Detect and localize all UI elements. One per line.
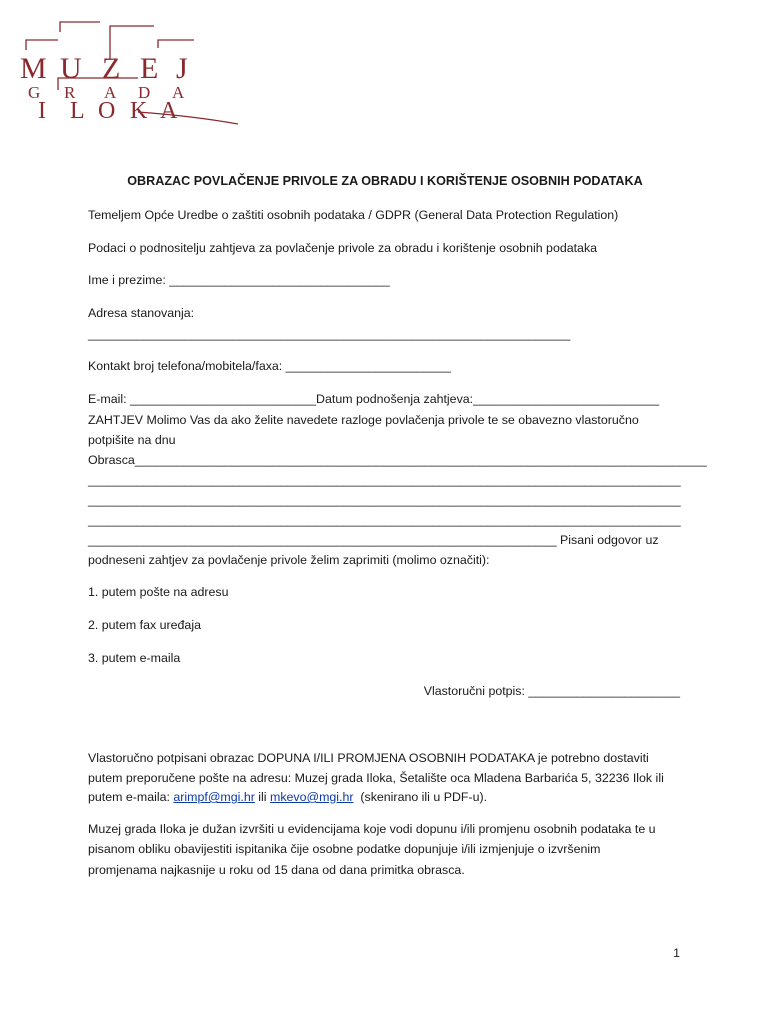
reason-field[interactable]: ____________________________________________________________________ Pisani odgovor uz <box>88 533 659 547</box>
logo-letter: G <box>28 83 41 102</box>
museum-logo <box>18 18 248 133</box>
logo-letter: K <box>130 98 148 124</box>
address-field[interactable]: ______________________________________________________________________ <box>88 327 571 341</box>
logo-letter: R <box>64 83 76 102</box>
request-text: potpišite na dnu <box>88 433 176 447</box>
email-link-mkevo[interactable]: mkevo@mgi.hr <box>270 790 354 804</box>
email-link-arimpf[interactable]: arimpf@mgi.hr <box>173 790 255 804</box>
logo-letter: Z <box>102 52 121 85</box>
footer-text-part: ili <box>254 790 270 804</box>
signature-field[interactable]: Vlastoručni potpis: ______________________ <box>423 684 680 698</box>
obligation-paragraph: Muzej grada Iloka je dužan izvršiti u evidencijama koje vodi dopunu i/ili promjenu osobnih podataka te u <box>88 822 656 836</box>
name-field[interactable]: Ime i prezime: ________________________________ <box>88 273 390 287</box>
reason-field[interactable]: ______________________________________________________________________________________ <box>88 473 681 487</box>
logo-letter: A <box>172 83 185 102</box>
logo-letter: A <box>160 98 178 124</box>
option-fax[interactable]: 2. putem fax uređaja <box>88 618 201 632</box>
logo-letter: O <box>98 98 116 124</box>
form-title: OBRAZAC POVLAČENJE PRIVOLE ZA OBRADU I KORIŠTENJE OSOBNIH PODATAKA <box>127 174 643 188</box>
page-number: 1 <box>673 946 680 960</box>
logo-letter: I <box>38 98 46 124</box>
obligation-paragraph: pisanom obliku obavijestiti ispitanika čije osobne podatke dopunjuje i/ili izmjenjuje o izvršenim <box>88 842 601 856</box>
logo-letter: U <box>60 52 82 85</box>
footer-text-part: putem e-maila: <box>88 790 174 804</box>
footer-text: putem preporučene pošte na adresu: Muzej grada Iloka, Šetalište oca Mladena Barbarića 5, 32236 Ilok ili <box>88 771 664 785</box>
gdpr-line: Temeljem Opće Uredbe o zaštiti osobnih podataka / GDPR (General Data Protection Regulation) <box>88 208 619 222</box>
email-date-field[interactable]: E-mail: ___________________________Datum podnošenja zahtjeva:___________________________ <box>88 392 660 406</box>
footer-text: Vlastoručno potpisani obrazac DOPUNA I/ILI PROMJENA OSOBNIH PODATAKA je potrebno dostaviti <box>88 751 649 765</box>
logo-letter: D <box>138 83 151 102</box>
address-label: Adresa stanovanja: <box>88 306 195 320</box>
obligation-paragraph: promjenama najkasnije u roku od 15 dana od dana primitka obrasca. <box>88 863 465 877</box>
contact-phone-field[interactable]: Kontakt broj telefona/mobitela/faxa: ________________________ <box>88 359 452 373</box>
option-post[interactable]: 1. putem pošte na adresu <box>88 585 229 599</box>
reason-field[interactable]: Obrasca___________________________________________________________________________________ <box>88 453 707 467</box>
applicant-data-line: Podaci o podnositelju zahtjeva za povlačenje privole za obradu i korištenje osobnih podataka <box>88 241 598 255</box>
footer-text-part: (skenirano ili u PDF-u). <box>353 790 488 804</box>
logo-letter: A <box>104 83 117 102</box>
logo-letter: E <box>140 52 159 85</box>
footer-text <box>88 790 487 805</box>
option-email[interactable]: 3. putem e-maila <box>88 651 181 665</box>
response-method-text: podneseni zahtjev za povlačenje privole želim zaprimiti (molimo označiti): <box>88 553 490 567</box>
logo-letter: J <box>176 52 188 85</box>
logo-letter: M <box>20 52 47 85</box>
request-text: ZAHTJEV Molimo Vas da ako želite navedete razloge povlačenja privole te se obavezno vlastoručno <box>88 413 639 427</box>
reason-field[interactable]: ______________________________________________________________________________________ <box>88 493 681 507</box>
logo-letter: L <box>70 98 85 124</box>
reason-field[interactable]: ______________________________________________________________________________________ <box>88 513 681 527</box>
